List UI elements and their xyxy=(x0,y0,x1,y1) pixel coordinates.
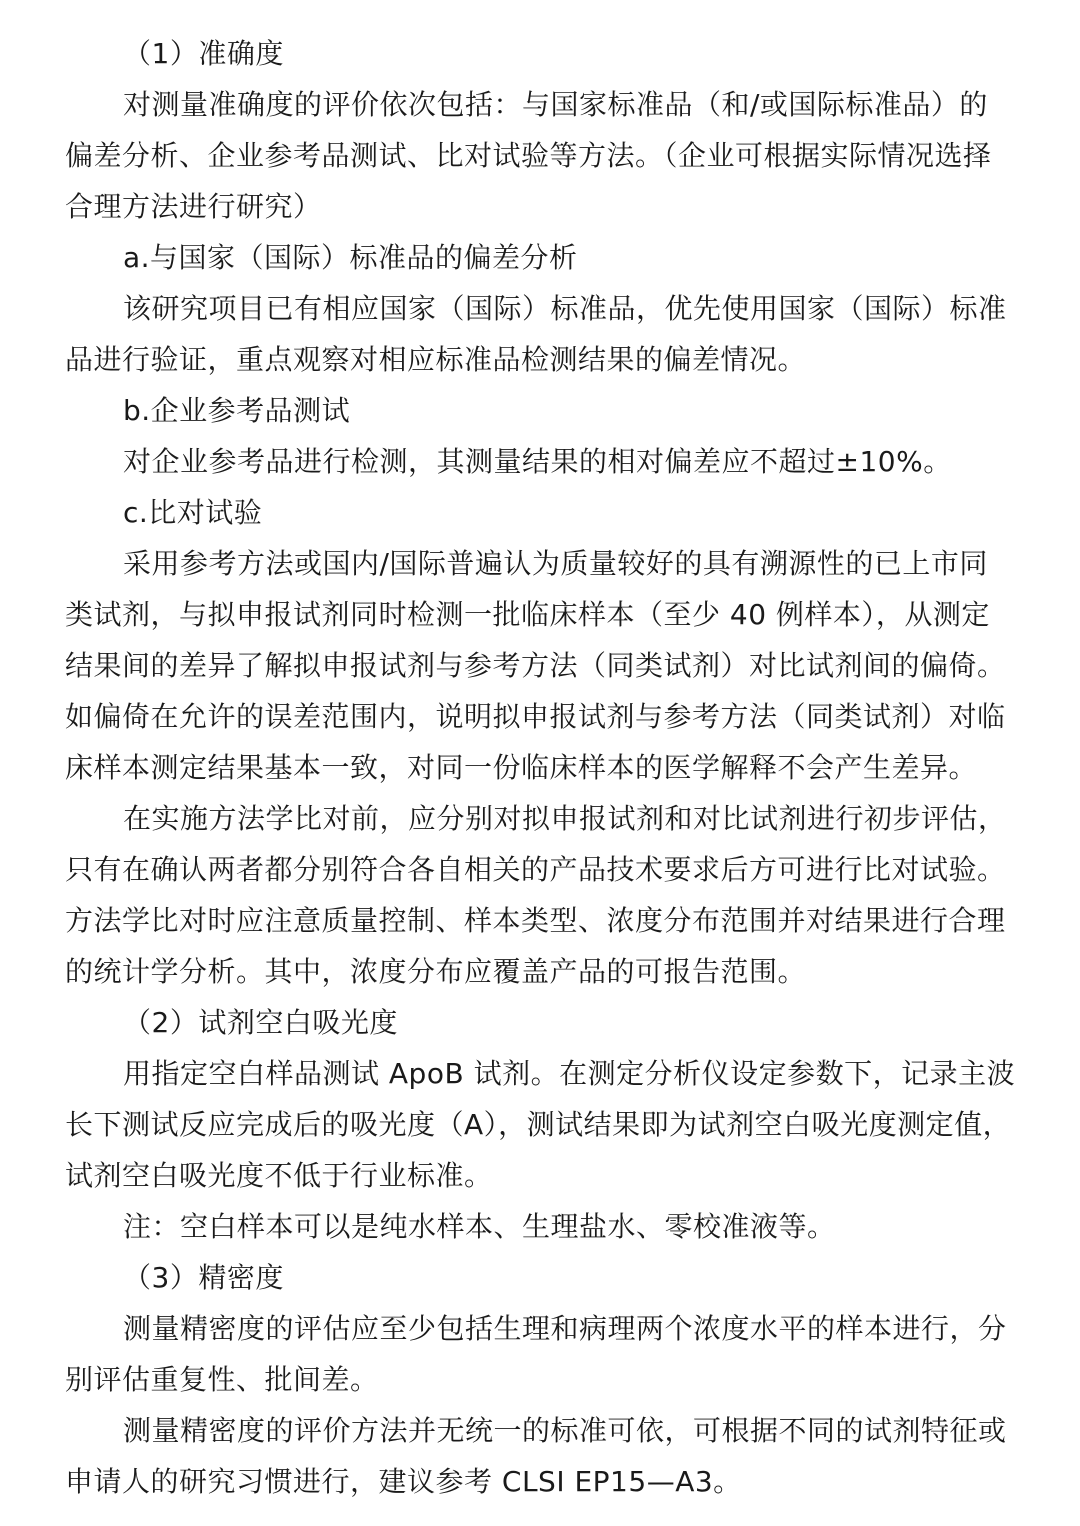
paragraph-line: 试剂空白吸光度不低于行业标准。 xyxy=(65,1159,493,1192)
paragraph-line: 用指定空白样品测试 ApoB 试剂。在测定分析仪设定参数下，记录主波 xyxy=(123,1057,1016,1090)
paragraph-line: 长下测试反应完成后的吸光度（A），测试结果即为试剂空白吸光度测定值， xyxy=(65,1108,1012,1141)
paragraph-line: 的统计学分析。其中，浓度分布应覆盖产品的可报告范围。 xyxy=(65,955,807,988)
section-heading-precision: （3）精密度 xyxy=(123,1261,284,1294)
paragraph-line: 对测量准确度的评价依次包括：与国家标准品（和/或国际标准品）的 xyxy=(123,88,988,121)
note-line: 注：空白样本可以是纯水样本、生理盐水、零校准液等。 xyxy=(123,1210,836,1243)
paragraph-line: 测量精密度的评价方法并无统一的标准可依，可根据不同的试剂特征或 xyxy=(123,1414,1007,1447)
paragraph-line: 品进行验证，重点观察对相应标准品检测结果的偏差情况。 xyxy=(65,343,807,376)
paragraph-line: 别评估重复性、批间差。 xyxy=(65,1363,379,1396)
paragraph-line: 该研究项目已有相应国家（国际）标准品，优先使用国家（国际）标准 xyxy=(123,292,1007,325)
paragraph-line: 床样本测定结果基本一致，对同一份临床样本的医学解释不会产生差异。 xyxy=(65,751,978,784)
subheading-comparison-test: c.比对试验 xyxy=(123,496,263,529)
paragraph-line: 测量精密度的评估应至少包括生理和病理两个浓度水平的样本进行，分 xyxy=(123,1312,1007,1345)
paragraph-line: 类试剂，与拟申报试剂同时检测一批临床样本（至少 40 例样本），从测定 xyxy=(65,598,990,631)
section-heading-blank-absorbance: （2）试剂空白吸光度 xyxy=(123,1006,398,1039)
paragraph-line: 偏差分析、企业参考品测试、比对试验等方法。（企业可根据实际情况选择 xyxy=(65,139,992,172)
subheading-standard-bias: a.与国家（国际）标准品的偏差分析 xyxy=(123,241,578,274)
paragraph-line: 在实施方法学比对前，应分别对拟申报试剂和对比试剂进行初步评估， xyxy=(123,802,1007,835)
paragraph-line: 采用参考方法或国内/国际普遍认为质量较好的具有溯源性的已上市同 xyxy=(123,547,988,580)
paragraph-line: 只有在确认两者都分别符合各自相关的产品技术要求后方可进行比对试验。 xyxy=(65,853,1006,886)
paragraph-line: 如偏倚在允许的误差范围内，说明拟申报试剂与参考方法（同类试剂）对临 xyxy=(65,700,1006,733)
paragraph-line: 对企业参考品进行检测，其测量结果的相对偏差应不超过±10%。 xyxy=(123,445,952,478)
paragraph-line: 申请人的研究习惯进行，建议参考 CLSI EP15—A3。 xyxy=(65,1465,742,1498)
subheading-reference-test: b.企业参考品测试 xyxy=(123,394,351,427)
section-heading-accuracy: （1）准确度 xyxy=(123,37,284,70)
document-body xyxy=(0,28,1080,1507)
paragraph-line: 方法学比对时应注意质量控制、样本类型、浓度分布范围并对结果进行合理 xyxy=(65,904,1006,937)
paragraph-line: 合理方法进行研究） xyxy=(65,190,322,223)
paragraph-line: 结果间的差异了解拟申报试剂与参考方法（同类试剂）对比试剂间的偏倚。 xyxy=(65,649,1006,682)
